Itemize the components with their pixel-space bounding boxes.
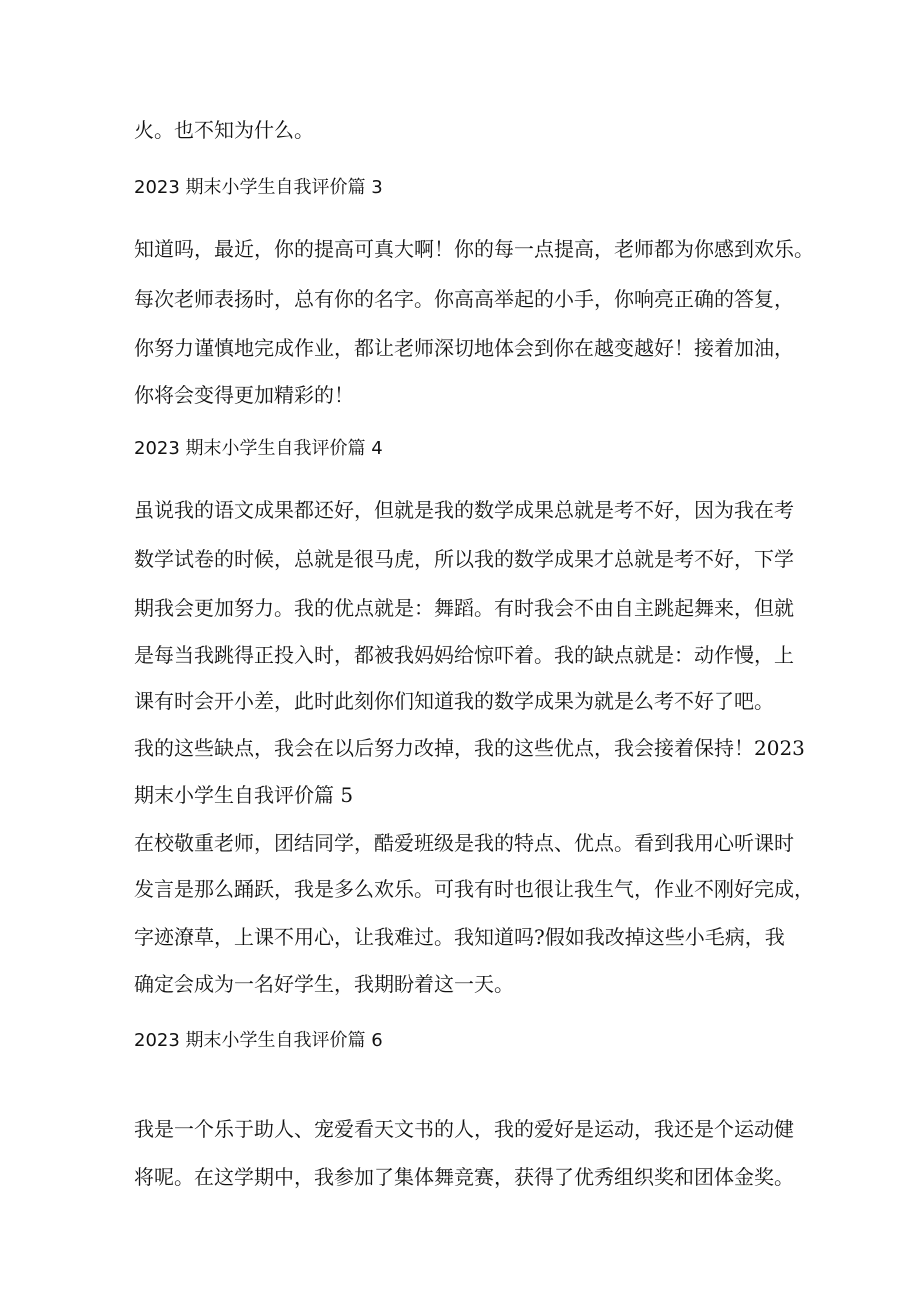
paragraph-line: 数学试卷的时候，总就是很马虎，所以我的数学成果才总就是考不好，下学 bbox=[134, 547, 794, 571]
paragraph-line: 字迹潦草，上课不用心，让我难过。我知道吗?假如我改掉这些小毛病，我 bbox=[134, 925, 785, 949]
paragraph-line: 你努力谨慎地完成作业，都让老师深切地体会到你在越变越好！接着加油， bbox=[134, 336, 794, 360]
section-heading-4: 2023 期末小学生自我评价篇 4 bbox=[134, 438, 383, 459]
paragraph-line: 确定会成为一名好学生，我期盼着这一天。 bbox=[134, 972, 514, 996]
paragraph-line: 发言是那么踊跃，我是多么欢乐。可我有时也很让我生气，作业不刚好完成， bbox=[134, 877, 814, 901]
paragraph-line: 我是一个乐于助人、宠爱看天文书的人，我的爱好是运动，我还是个运动健 bbox=[134, 1117, 794, 1141]
paragraph-line: 虽说我的语文成果都还好，但就是我的数学成果总就是考不好，因为我在考 bbox=[134, 498, 794, 522]
paragraph-line: 期末小学生自我评价篇 5 bbox=[134, 783, 354, 807]
paragraph-line: 火。也不知为什么。 bbox=[134, 118, 314, 142]
paragraph-line: 在校敬重老师，团结同学，酷爱班级是我的特点、优点。看到我用心听课时 bbox=[134, 831, 794, 855]
paragraph-line: 知道吗，最近，你的提高可真大啊！你的每一点提高，老师都为你感到欢乐。 bbox=[134, 237, 814, 261]
paragraph-line: 课有时会开小差，此时此刻你们知道我的数学成果为就是么考不好了吧。 bbox=[134, 689, 774, 713]
paragraph-line: 我的这些缺点，我会在以后努力改掉，我的这些优点，我会接着保持！2023 bbox=[134, 736, 805, 760]
section-heading-6: 2023 期末小学生自我评价篇 6 bbox=[134, 1030, 383, 1051]
section-heading-3: 2023 期末小学生自我评价篇 3 bbox=[134, 177, 383, 198]
paragraph-line: 你将会变得更加精彩的！ bbox=[134, 383, 354, 407]
paragraph-line: 期我会更加努力。我的优点就是：舞蹈。有时我会不由自主跳起舞来，但就 bbox=[134, 596, 794, 620]
paragraph-line: 是每当我跳得正投入时，都被我妈妈给惊吓着。我的缺点就是：动作慢，上 bbox=[134, 643, 794, 667]
paragraph-line: 将呢。在这学期中，我参加了集体舞竞赛，获得了优秀组织奖和团体金奖。 bbox=[134, 1165, 794, 1189]
paragraph-line: 每次老师表扬时，总有你的名字。你高高举起的小手，你响亮正确的答复， bbox=[134, 287, 794, 311]
